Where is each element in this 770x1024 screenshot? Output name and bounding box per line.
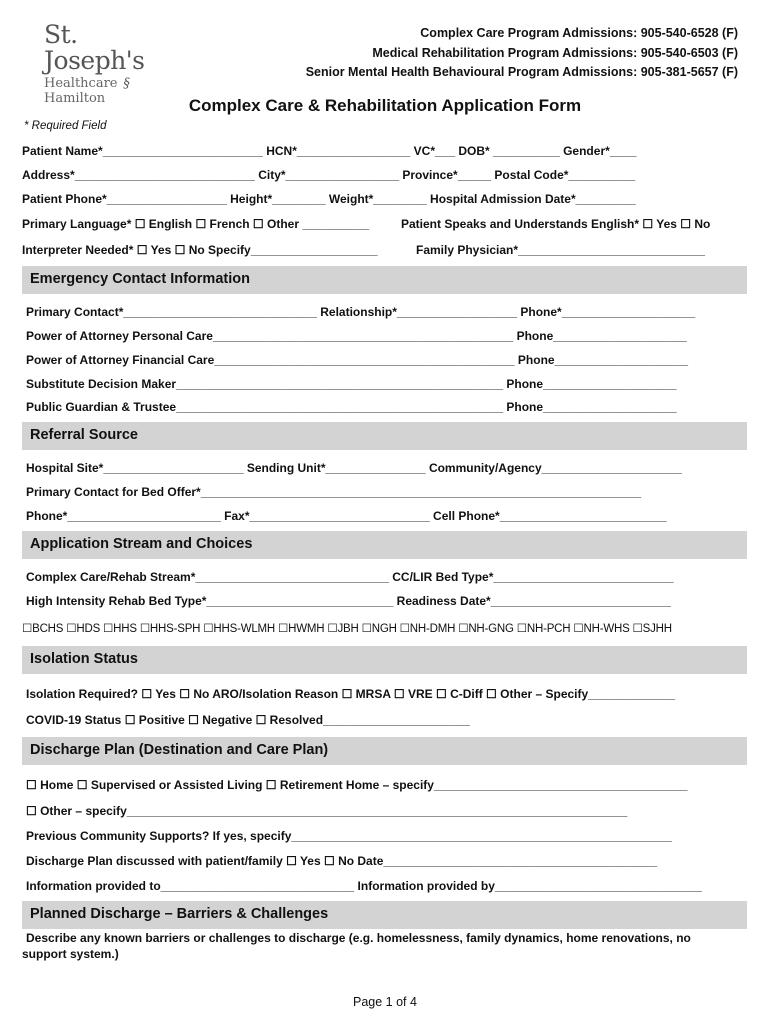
emergency-row-5[interactable]: Public Guardian & Trustee_________________________________________________ Phone____________________	[26, 400, 677, 414]
emergency-row-1[interactable]: Primary Contact*_____________________________ Relationship*__________________ Phone*____________________	[26, 305, 696, 319]
logo-title: St. Joseph's	[44, 20, 145, 75]
section-heading: Isolation Status	[30, 651, 138, 667]
section-isolation-status	[22, 646, 747, 674]
isolation-row-2[interactable]: COVID-19 Status ☐ Positive ☐ Negative ☐ Resolved______________________	[26, 713, 470, 727]
logo-mark-icon: §	[123, 76, 130, 91]
barriers-description-2: support system.)	[22, 947, 119, 961]
section-heading: Discharge Plan (Destination and Care Plan)	[30, 742, 329, 758]
discharge-row-1[interactable]: ☐ Home ☐ Supervised or Assisted Living ☐ Retirement Home – specify______________________________________	[26, 778, 688, 792]
stream-row-2[interactable]: High Intensity Rehab Bed Type*____________________________ Readiness Date*___________________________	[26, 594, 671, 608]
section-barriers	[22, 901, 747, 929]
section-heading: Application Stream and Choices	[30, 536, 253, 552]
emergency-row-3[interactable]: Power of Attorney Financial Care_____________________________________________ Phone____________________	[26, 353, 689, 367]
isolation-row-1[interactable]: Isolation Required? ☐ Yes ☐ No ARO/Isolation Reason ☐ MRSA ☐ VRE ☐ C-Diff ☐ Other – Specify_____________	[26, 687, 675, 701]
interpreter-field[interactable]	[22, 243, 378, 257]
referral-row-1[interactable]: Hospital Site*_____________________ Sending Unit*_______________ Community/Agency_____________________	[26, 461, 682, 475]
discharge-row-3[interactable]: Previous Community Supports? If yes, specify_________________________________________________________	[26, 829, 672, 843]
discharge-row-5[interactable]: Information provided to_____________________________ Information provided by_______________________________	[26, 879, 702, 893]
family-physician-field[interactable]: Family Physician*____________________________	[416, 243, 705, 257]
section-discharge-plan	[22, 737, 747, 765]
stream-row-1[interactable]: Complex Care/Rehab Stream*_____________________________ CC/LIR Bed Type*___________________________	[26, 570, 674, 584]
section-heading: Referral Source	[30, 427, 138, 443]
patient-row-2[interactable]: Address*___________________________ City*_________________ Province*_____ Postal Code*__________	[22, 168, 636, 182]
referral-row-3[interactable]: Phone*_______________________ Fax*___________________________ Cell Phone*_________________________	[26, 509, 667, 523]
barriers-description-1: Describe any known barriers or challenges to discharge (e.g. homelessness, family dynamics, home renovations, no	[26, 931, 691, 945]
patient-row-1[interactable]: Patient Name*________________________ HCN*_________________ VC*___ DOB* __________ Gender*____	[22, 144, 637, 158]
patient-row-3[interactable]: Patient Phone*__________________ Height*________ Weight*________ Hospital Admission Date*_________	[22, 192, 636, 206]
speaks-english-field[interactable]	[401, 217, 710, 231]
form-title: Complex Care & Rehabilitation Application Form	[188, 96, 582, 115]
primary-language-row[interactable]	[22, 217, 369, 231]
interpreter-label[interactable]: Interpreter Needed* ☐ Yes ☐ No Specify___________________	[22, 243, 378, 257]
header-line-3: Senior Mental Health Behavioural Program Admissions: 905-381-5657 (F)	[305, 65, 738, 79]
header-line-1: Complex Care Program Admissions: 905-540-6528 (F)	[420, 26, 738, 40]
logo-sub-right: Hamilton	[44, 91, 106, 106]
section-heading: Planned Discharge – Barriers & Challenges	[30, 906, 329, 922]
page-number: Page 1 of 4	[353, 995, 417, 1009]
hospital-logo	[44, 20, 184, 106]
emergency-row-2[interactable]: Power of Attorney Personal Care_____________________________________________ Phone____________________	[26, 329, 687, 343]
section-emergency-contact	[22, 266, 747, 294]
site-checkboxes[interactable]: ☐BCHS ☐HDS ☐HHS ☐HHS-SPH ☐HHS-WLMH ☐HWMH ☐JBH ☐NGH ☐NH-DMH ☐NH-GNG ☐NH-PCH ☐NH-WHS ☐SJHH	[22, 623, 672, 635]
speaks-english-label[interactable]: Patient Speaks and Understands English* ☐ Yes ☐ No	[401, 217, 711, 231]
header-line-2: Medical Rehabilitation Program Admissions: 905-540-6503 (F)	[372, 45, 738, 60]
section-heading: Emergency Contact Information	[30, 271, 250, 287]
discharge-row-2[interactable]: ☐ Other – specify___________________________________________________________________________	[26, 804, 628, 818]
required-note: * Required Field	[24, 120, 107, 132]
section-referral-source	[22, 422, 747, 450]
discharge-row-4[interactable]: Discharge Plan discussed with patient/family ☐ Yes ☐ No Date_________________________________________	[26, 854, 658, 868]
admissions-contacts	[306, 24, 738, 83]
primary-language-field[interactable]: Primary Language* ☐ English ☐ French ☐ Other __________	[22, 217, 370, 231]
section-application-stream	[22, 531, 747, 559]
referral-row-2[interactable]: Primary Contact for Bed Offer*__________________________________________________________________	[26, 485, 642, 499]
emergency-row-4[interactable]: Substitute Decision Maker_________________________________________________ Phone____________________	[26, 377, 677, 391]
logo-sub-left: Healthcare	[44, 76, 118, 91]
